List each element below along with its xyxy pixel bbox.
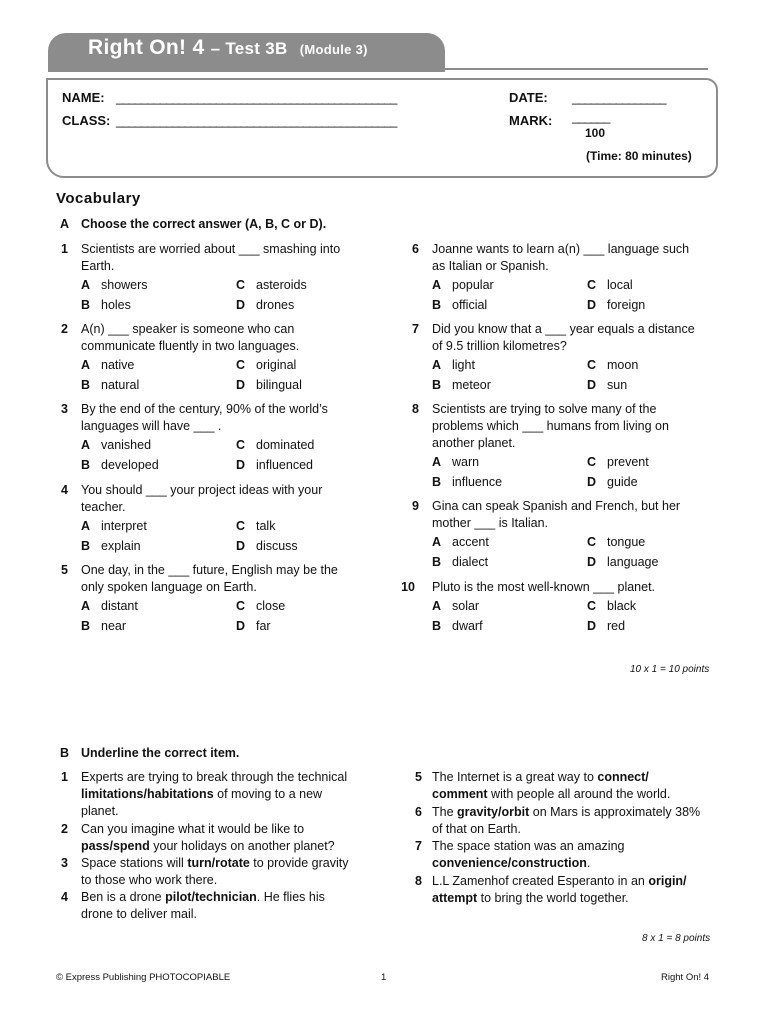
option-letter-b: B [432,475,442,489]
question-line: Scientists are worried about ___ smashing into [81,242,341,256]
option-letter-c: C [587,535,597,549]
option-a[interactable]: light [452,358,475,372]
option-letter-a: A [432,278,442,292]
question-text [432,241,689,275]
date-label: DATE: [509,90,548,105]
b-question-5 [432,769,670,803]
question-line: By the end of the century, 90% of the world’s [81,402,328,416]
option-letter-b: B [81,458,91,472]
test-name: – Test 3B [210,39,288,58]
option-d[interactable]: drones [256,298,295,312]
question-text [81,482,322,516]
b-question-number: 2 [61,822,68,836]
option-letter-a: A [81,358,91,372]
option-letter-d: D [236,378,246,392]
option-b[interactable]: holes [101,298,131,312]
option-a[interactable]: solar [452,599,480,613]
option-d[interactable]: foreign [607,298,646,312]
book-title: Right On! 4 [88,36,205,59]
b6-line2: of that on Earth. [432,822,521,836]
top-rule [445,68,708,70]
footer-book-title: Right On! 4 [661,972,710,983]
b-question-number: 1 [61,770,68,784]
option-b[interactable]: developed [101,458,159,472]
option-letter-a: A [81,438,91,452]
option-c[interactable]: talk [256,519,276,533]
b1-line2: of moving to a new [213,787,323,801]
b4-line1a: Ben is a drone [81,890,166,904]
option-letter-c: C [236,278,246,292]
page-number: 1 [381,972,387,983]
b-question-number: 3 [61,856,68,870]
option-letter-c: C [587,455,597,469]
option-d[interactable]: language [607,555,659,569]
b-question-8 [432,873,687,907]
time-limit: (Time: 80 minutes) [586,149,692,163]
b-question-4 [81,889,325,923]
option-letter-d: D [587,298,597,312]
class-field[interactable]: _____________________________________________ [116,113,397,128]
class-label: CLASS: [62,113,111,128]
question-line: Pluto is the most well-known ___ planet. [432,580,656,594]
b3-options[interactable]: turn/rotate [187,856,250,870]
question-line: languages will have ___ . [81,419,222,433]
option-letter-b: B [432,555,442,569]
question-line: problems which ___ humans from living on [432,419,669,433]
b-question-6 [432,804,700,838]
option-c[interactable]: moon [607,358,639,372]
b5-options-a[interactable]: connect/ [597,770,649,784]
b-question-number: 5 [415,770,422,784]
option-c[interactable]: black [607,599,637,613]
b1-line1: Experts are trying to break through the technical [81,770,348,784]
b-question-1 [81,769,347,820]
question-text [432,401,669,452]
option-b[interactable]: near [101,619,127,633]
banner-underline [48,70,445,72]
option-b[interactable]: dialect [452,555,489,569]
b2-line1: Can you imagine what it would be like to [81,822,305,836]
option-letter-b: B [81,298,91,312]
question-line: One day, in the ___ future, English may be the [81,563,338,577]
question-line: Did you know that a ___ year equals a distance [432,322,695,336]
question-number: 5 [61,563,68,577]
b7-line2: . [586,856,591,870]
question-line: mother ___ is Italian. [432,516,549,530]
option-letter-c: C [236,438,246,452]
option-letter-a: A [432,535,442,549]
option-d[interactable]: guide [607,475,638,489]
title-banner [48,33,445,71]
option-letter-b: B [432,298,442,312]
question-text [432,579,655,596]
option-letter-d: D [587,378,597,392]
b-question-7 [432,838,624,872]
question-line: Joanne wants to learn a(n) ___ language such [432,242,690,256]
section-a-instruction: Choose the correct answer (A, B, C or D). [81,217,327,231]
section-a-points: 10 x 1 = 10 points [630,664,710,675]
option-a[interactable]: interpret [101,519,147,533]
b2-options[interactable]: pass/spend [81,839,150,853]
question-text [81,562,338,596]
option-letter-d: D [236,458,246,472]
option-b[interactable]: explain [101,539,141,553]
option-a[interactable]: native [101,358,135,372]
b8-line2: to bring the world together. [477,891,629,905]
option-letter-d: D [587,555,597,569]
question-line: Earth. [81,259,115,273]
question-line: A(n) ___ speaker is someone who can [81,322,295,336]
question-text [432,321,695,355]
option-letter-a: A [432,599,442,613]
option-b[interactable]: official [452,298,488,312]
option-letter-a: A [432,455,442,469]
question-number: 7 [412,322,419,336]
b8-options-b[interactable]: attempt [432,891,478,905]
section-b-points: 8 x 1 = 8 points [642,933,711,944]
b8-options-a[interactable]: origin/ [648,874,687,888]
b7-options[interactable]: convenience/construction [432,856,587,870]
option-d[interactable]: bilingual [256,378,302,392]
option-letter-c: C [236,599,246,613]
section-b-instruction: Underline the correct item. [81,746,240,760]
b5-line2: with people all around the world. [487,787,671,801]
option-c[interactable]: original [256,358,297,372]
question-line: You should ___ your project ideas with your [81,483,323,497]
question-text [81,321,299,355]
option-a[interactable]: popular [452,278,494,292]
option-d[interactable]: influenced [256,458,313,472]
b3-line2: to those who work there. [81,873,218,887]
name-label: NAME: [62,90,105,105]
question-number: 8 [412,402,419,416]
b4-options[interactable]: pilot/technician [165,890,257,904]
section-heading-vocabulary: Vocabulary [56,190,141,207]
question-text [81,241,340,275]
option-letter-b: B [432,619,442,633]
b5-line1a: The Internet is a great way to [432,770,598,784]
option-letter-b: B [432,378,442,392]
question-line: another planet. [432,436,516,450]
section-a-letter: A [60,217,70,231]
mark-field[interactable]: ______ [572,109,610,124]
option-letter-b: B [81,378,91,392]
option-d[interactable]: discuss [256,539,298,553]
option-c[interactable]: asteroids [256,278,307,292]
b6-line1a: The [432,805,458,819]
question-line: of 9.5 trillion kilometres? [432,339,567,353]
b1-line3: planet. [81,804,119,818]
option-c[interactable]: local [607,278,633,292]
option-letter-c: C [587,358,597,372]
option-letter-c: C [236,358,246,372]
b6-options[interactable]: gravity/orbit [457,805,530,819]
b-question-2 [81,821,335,855]
option-b[interactable]: dwarf [452,619,483,633]
question-text [432,498,680,532]
question-number: 3 [61,402,68,416]
b3-line1c: to provide gravity [249,856,349,870]
question-line: Scientists are trying to solve many of the [432,402,657,416]
question-number: 6 [412,242,419,256]
option-d[interactable]: far [256,619,271,633]
option-letter-a: A [81,519,91,533]
name-field[interactable]: _____________________________________________ [116,90,397,105]
option-letter-b: B [81,619,91,633]
question-text [81,401,328,435]
option-letter-d: D [236,619,246,633]
option-a[interactable]: distant [101,599,138,613]
option-c[interactable]: tongue [607,535,646,549]
footer-copyright: © Express Publishing PHOTOCOPIABLE [56,972,231,983]
option-a[interactable]: vanished [101,438,152,452]
option-c[interactable]: dominated [256,438,315,452]
question-line: Gina can speak Spanish and French, but her [432,499,681,513]
option-b[interactable]: influence [452,475,503,489]
b4-line2: drone to deliver mail. [81,907,198,921]
question-number: 2 [61,322,68,336]
option-a[interactable]: showers [101,278,148,292]
option-letter-c: C [587,278,597,292]
option-letter-a: A [81,278,91,292]
module-label: (Module 3) [299,42,368,57]
question-line: teacher. [81,500,126,514]
question-number: 1 [61,242,68,256]
option-letter-d: D [236,298,246,312]
question-number: 4 [61,483,68,497]
mark-label: MARK: [509,113,553,128]
question-line: as Italian or Spanish. [432,259,549,273]
section-b-letter: B [60,746,70,760]
option-a[interactable]: warn [452,455,480,469]
b8-line1a: L.L Zamenhof created Esperanto in an [432,874,649,888]
b6-line1c: on Mars is approximately 38% [529,805,701,819]
b-question-number: 8 [415,874,422,888]
option-a[interactable]: accent [452,535,489,549]
option-letter-d: D [587,475,597,489]
b3-line1a: Space stations will [81,856,188,870]
option-letter-d: D [236,539,246,553]
question-line: only spoken language on Earth. [81,580,257,594]
option-d[interactable]: sun [607,378,628,392]
option-letter-c: C [236,519,246,533]
b1-options[interactable]: limitations/habitations [81,787,214,801]
b-question-number: 7 [415,839,422,853]
b2-line2: your holidays on another planet? [149,839,335,853]
question-number: 10 [401,580,415,594]
option-c[interactable]: prevent [607,455,649,469]
question-number: 9 [412,499,419,513]
b7-line1: The space station was an amazing [432,839,625,853]
question-line: communicate fluently in two languages. [81,339,300,353]
b-question-3 [81,855,348,889]
option-letter-a: A [432,358,442,372]
option-d[interactable]: red [607,619,626,633]
b4-line1c: . He flies his [256,890,325,904]
option-letter-b: B [81,539,91,553]
mark-total: 100 [585,126,606,140]
date-field[interactable]: _______________ [572,90,666,105]
option-b[interactable]: natural [101,378,140,392]
b-question-number: 4 [61,890,68,904]
option-c[interactable]: close [256,599,286,613]
test-title [88,36,368,60]
option-letter-d: D [587,619,597,633]
option-letter-a: A [81,599,91,613]
b-question-number: 6 [415,805,422,819]
b5-options-b[interactable]: comment [432,787,488,801]
option-b[interactable]: meteor [452,378,491,392]
option-letter-c: C [587,599,597,613]
